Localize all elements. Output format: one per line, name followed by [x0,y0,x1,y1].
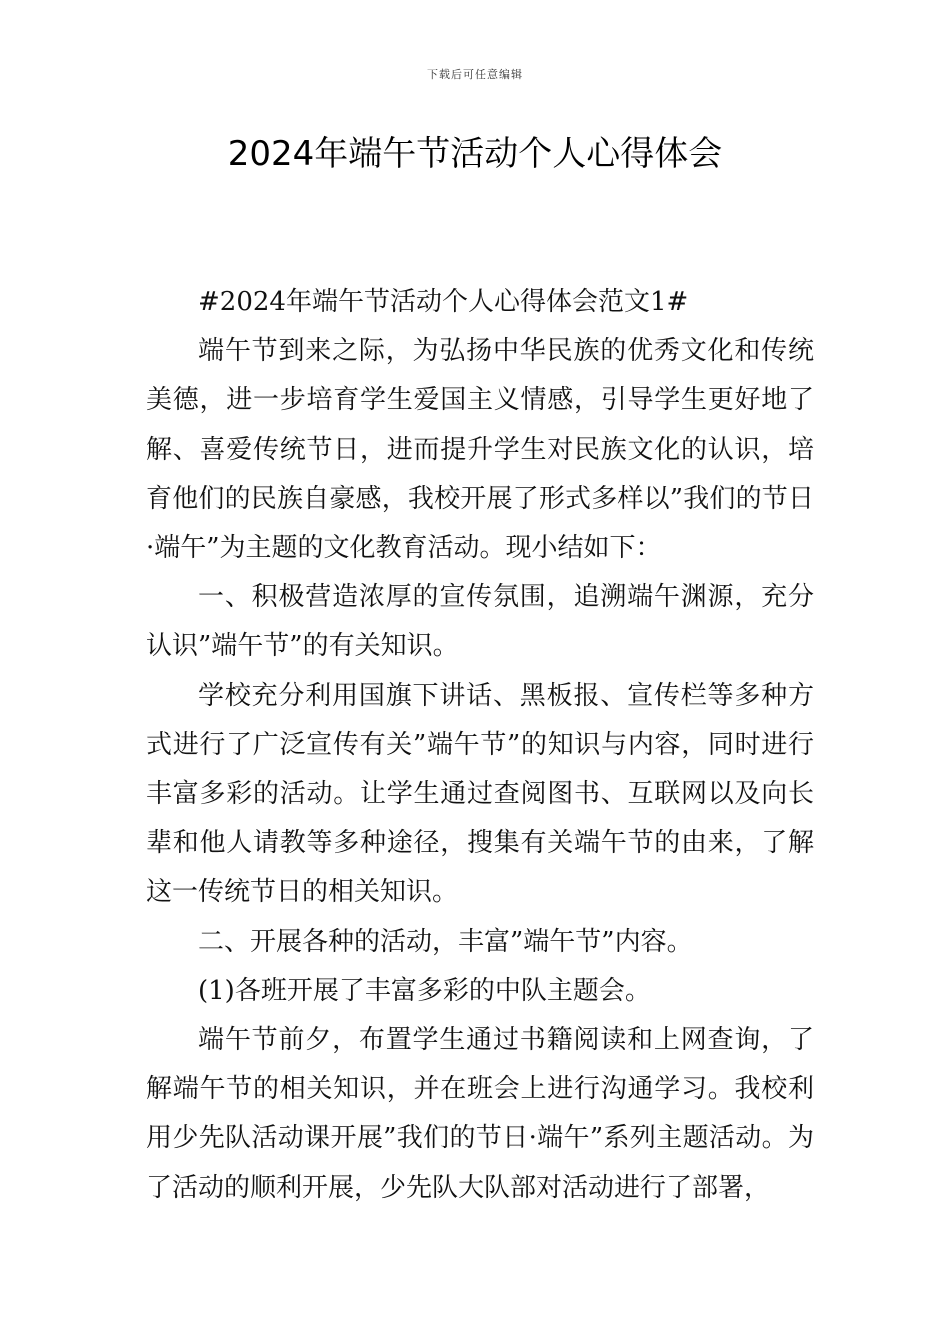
paragraph-point-one: 一、积极营造浓厚的宣传氛围，追溯端午渊源，充分认识”端午节”的有关知识。 [146,582,814,662]
paragraph-point-two: 二、开展各种的活动，丰富”端午节”内容。 [198,926,693,957]
document-body [146,278,814,1213]
header-note: 下载后可任意编辑 [427,68,523,81]
paragraph-intro: 端午节到来之际，为弘扬中华民族的优秀文化和传统美德，进一步培育学生爱国主义情感，引导学生更好地了解、喜爱传统节日，进而提升学生对民族文化的认识，培育他们的民族自豪感，我校开展了形式多样以”我们的节日·端午”为主题的文化教育活动。现小结如下： [146,336,814,564]
paragraph-section-heading: #2024年端午节活动个人心得体会范文1# [198,287,689,317]
paragraph-class-meetings: 端午节前夕，布置学生通过书籍阅读和上网查询，了解端午节的相关知识，并在班会上进行沟通学习。我校利用少先队活动课开展”我们的节日·端午”系列主题活动。为了活动的顺利开展，少先队大队部对活动进行了部署， [146,1025,814,1203]
paragraph-subpoint-one: (1)各班开展了丰富多彩的中队主题会。 [198,975,651,1006]
paragraph-publicity: 学校充分利用国旗下讲话、黑板报、宣传栏等多种方式进行了广泛宣传有关”端午节”的知识与内容，同时进行丰富多彩的活动。让学生通过查阅图书、互联网以及向长辈和他人请教等多种途径，搜集有关端午节的由来，了解这一传统节日的相关知识。 [146,680,814,908]
document-title: 2024年端午节活动个人心得体会 [227,134,723,174]
